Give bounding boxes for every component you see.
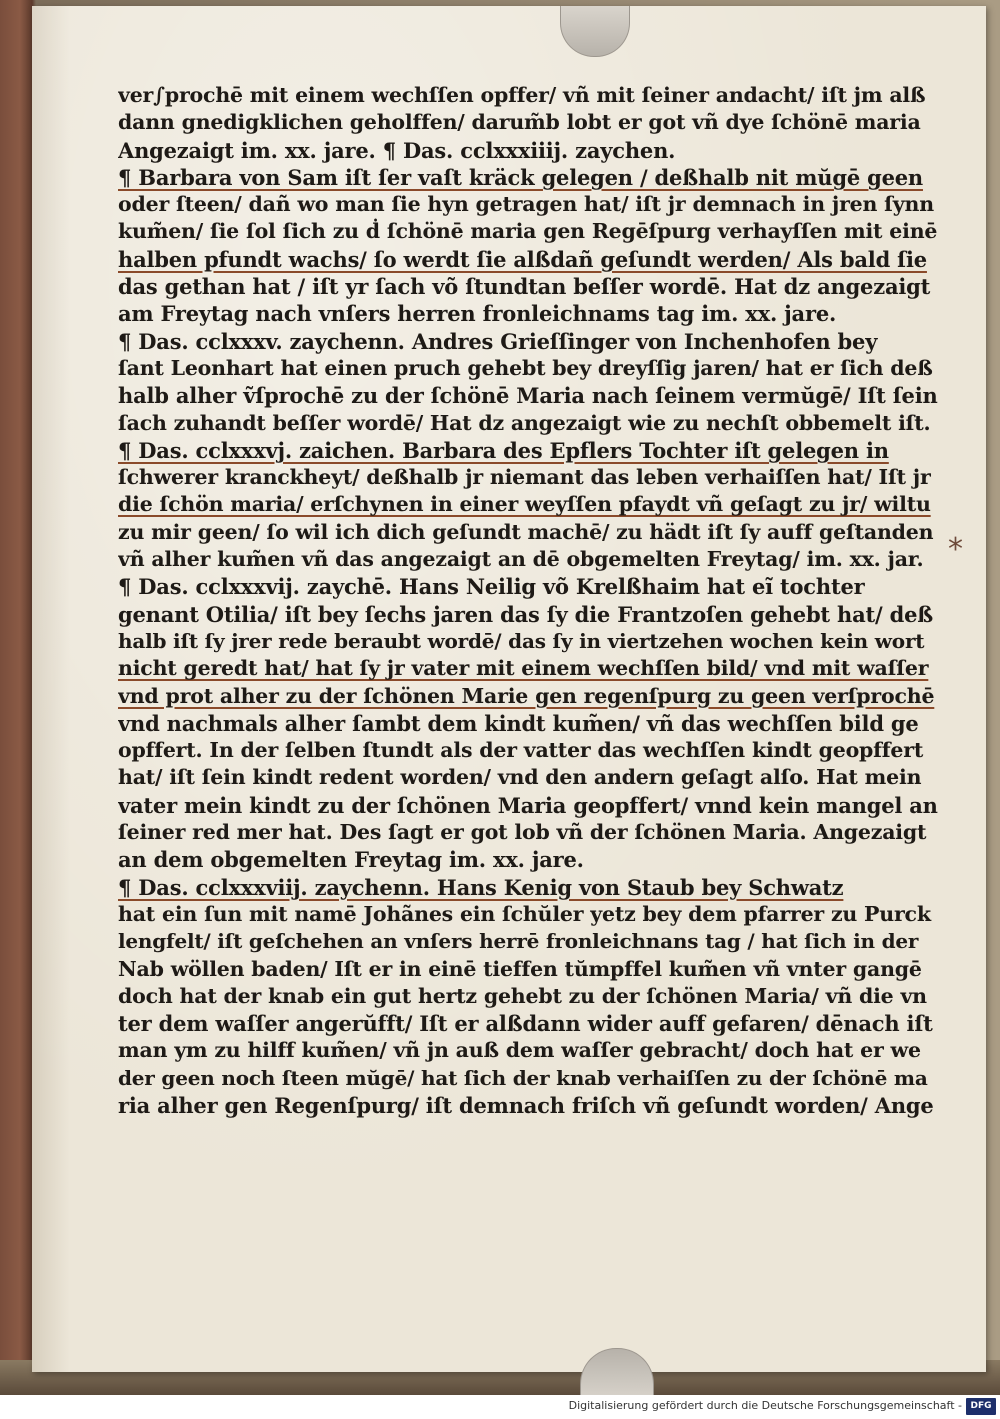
text-line: opffert. In der ſelben ſtundt als der vatter das wechſſen kindt geopffert — [118, 738, 924, 763]
text-line: das gethan hat / iſt yr ſach võ ſtundtan beſſer wordē. Hat dz angezaigt — [118, 274, 931, 300]
text-line: halb iſt ſy jrer rede beraubt wordē/ das ſy in viertzehen wochen kein wort — [118, 628, 925, 653]
text-line: hat/ iſt ſein kindt redent worden/ vnd den andern geſagt alſo. Hat mein — [118, 765, 922, 790]
text-line: ¶ Das. cclxxxvj. zaichen. Barbara des Epflers Tochter iſt gelegen in — [118, 437, 889, 463]
text-line: ¶ Das. cclxxxv. zaychenn. Andres Grieſſinger von Inchenhofen bey — [118, 328, 878, 354]
text-line: ¶ Barbara von Sam iſt ſer vaſt kräck gelegen / deßhalb nit mŭgē geen — [118, 164, 923, 190]
text-line: zu mir geen/ ſo wil ich dich geſundt machē/ zu hädt iſt ſy auff geſtanden — [118, 519, 934, 544]
text-line: lengfelt/ iſt geſchehen an vnſers herrē fronleichnans tag / hat ſich in der — [118, 929, 919, 954]
text-line: Nab wöllen baden/ Iſt er in einē tieffen tŭmpffel kum̃en vñ vnter gangē — [118, 956, 922, 981]
page-clip-top — [560, 6, 630, 57]
text-line: ſeiner red mer hat. Des ſagt er got lob vñ der ſchönen Maria. Angezaigt — [118, 820, 927, 845]
text-line: vater mein kindt zu der ſchönen Maria geopffert/ vnnd kein mangel an — [118, 792, 938, 818]
text-line: ſach zuhandt beſſer wordē/ Hat dz angezaigt wie zu nechſt obbemelt iſt. — [118, 410, 931, 435]
digitization-footer — [0, 1395, 1000, 1419]
text-line: ſant Leonhart hat einen pruch gehebt bey dreyſſig jaren/ hat er ſich deß — [118, 355, 933, 380]
text-line: der geen noch ſteen mŭgē/ hat ſich der knab verhaiſſen zu der ſchönē ma — [118, 1065, 928, 1090]
text-line: ria alher gen Regenſpurg/ iſt demnach friſch vñ geſundt worden/ Ange — [118, 1092, 934, 1118]
text-line: ¶ Das. cclxxxvij. zaychē. Hans Neilig võ Krelßhaim hat eĩ tochter — [118, 574, 865, 600]
dfg-logo-icon: DFG — [966, 1398, 996, 1415]
margin-annotation-mark: * — [948, 532, 963, 567]
footer-credit-text: Digitalisierung gefördert durch die Deutsche Forschungsgemeinschaft - — [568, 1399, 962, 1412]
text-line: ter dem waſſer angerŭfft/ Iſt er alßdann wider auff gefaren/ dēnach iſt — [118, 1011, 933, 1037]
text-line: die ſchön maria/ erſchynen in einer weyſſen pfaydt vñ geſagt zu jr/ wiltu — [118, 492, 931, 517]
page-text-block — [118, 82, 938, 1119]
text-line: vnd nachmals alher ſambt dem kindt kum̃en/ vñ das wechſſen bild ge — [118, 710, 919, 736]
page-clip-bottom — [580, 1348, 654, 1401]
text-line: Angezaigt im. xx. jare. ¶ Das. cclxxxiiij. zaychen. — [118, 137, 676, 163]
text-line: ver∫prochē mit einem wechſſen opffer/ vñ mit ſeiner andacht/ iſt jm alß — [118, 83, 926, 107]
text-line: oder ſteen/ dañ wo man ſie hyn getragen hat/ iſt jr demnach in jren ſynn — [118, 192, 934, 217]
text-line: halben pfundt wachs/ ſo werdt ſie alßdañ geſundt werden/ Als bald ſie — [118, 246, 927, 272]
text-line: vnd prot alher zu der ſchönen Marie gen regenſpurg zu geen verſprochē — [118, 683, 935, 708]
text-line: ſchwerer kranckheyt/ deßhalb jr niemant das leben verhaiſſen hat/ Iſt jr — [118, 465, 931, 490]
text-line: nicht geredt hat/ hat ſy jr vater mit einem wechſſen bild/ vnd mit waſſer — [118, 656, 929, 681]
text-line: hat ein ſun mit namē Johãnes ein ſchŭler yetz bey dem pfarrer zu Purck — [118, 901, 931, 926]
text-line: ¶ Das. cclxxxviij. zaychenn. Hans Kenig von Staub bey Schwatz — [118, 874, 844, 900]
text-line: dann gnedigklichen geholffen/ darum̃b lobt er got vñ dye ſchönē maria — [118, 110, 921, 135]
text-line: am Freytag nach vnſers herren fronleichnams tag im. xx. jare. — [118, 301, 837, 327]
text-line: vñ alher kum̃en vñ das angezaigt an dē obgemelten Freytag/ im. xx. jar. — [118, 547, 924, 572]
text-line: kum̃en/ ſie ſol ſich zu ḋ ſchönē maria gen Regēſpurg verhayſſen mit einē — [118, 219, 938, 244]
text-line: halb alher ṽſprochē zu der ſchönē Maria nach ſeinem vermŭgē/ Iſt ſein — [118, 383, 938, 409]
text-line: genant Otilia/ iſt bey ſechs jaren das ſy die Frantzoſen gehebt hat/ deß — [118, 601, 933, 627]
text-line: man ym zu hilff kum̃en/ vñ jn auß dem waſſer gebracht/ doch hat er we — [118, 1038, 921, 1063]
text-line: doch hat der knab ein gut hertz gehebt zu der ſchönen Maria/ vñ die vn — [118, 983, 927, 1008]
text-line: an dem obgemelten Freytag im. xx. jare. — [118, 847, 584, 873]
